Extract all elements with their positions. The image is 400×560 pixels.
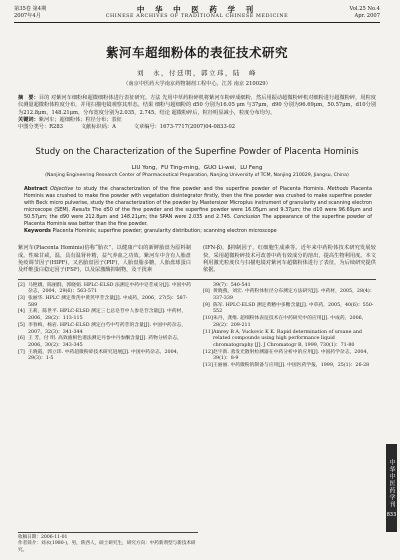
reference-item [18, 336, 191, 349]
reference-text: 王丽丽. 中药微粉的制备与应用[J]. 中国医药学报，1999，25(1)：26-28 [213, 363, 370, 369]
body-column-left: 紫河车(Placenta Hominis)俗称“胎衣”，以健康产妇的新鲜胎盘为原料制成。性味甘咸，温，具有温肾补精，益气养血之功效。紫河车中含有人胎盘免疫调节因子(HIPF)，又名胎盘因子(PIF)，人胎盘脂多糖，人胎盘球蛋白及纤维蛋白稳定因子(FSF)，以及尿激酶抑制物，及干扰素 [18, 245, 191, 274]
objective-label: Objective [50, 186, 74, 193]
keywords-en-label: Keywords [24, 228, 51, 235]
volume-date: Apr. 2007 [354, 13, 380, 19]
side-tab-title: 中华中医药学刊 [388, 458, 395, 508]
reference-item [203, 316, 376, 329]
reference-text: 赵宇新. 蒸发光散射检测器在中药分析中的应用[J]. 中国药学杂志，2004，39(1)：8-9 [213, 349, 372, 362]
article-title-cn: 紫河车超细粉体的表征技术研究 [105, 45, 288, 60]
reference-text: Amrey B A, Vuckovic K K. Rapid determination of ursane and related compounds using high performance liquid chromatography [J]. J Chromatogr B, 1999, 730(1)：71-80 [213, 329, 362, 348]
reference-item [203, 289, 376, 302]
reference-number: [3] [18, 296, 25, 302]
header-rule [14, 22, 380, 23]
references-column-left [18, 283, 191, 370]
affiliation-en: (Nanjing Engineering Research Center of Pharmaceutical Preparation, Nanjing University of TCM, Nanjing 210029, Jiangsu, China) [45, 173, 349, 179]
conclusion-label: Conclusion [233, 214, 261, 221]
reference-text: 张丽华. HPLC 测定黄芪中黄芪甲苷含量[J]. 中成药，2006，27(5)：587-589 [28, 296, 188, 308]
methods-label: Methods [327, 186, 349, 193]
reference-text: 王莉，陈世平. HPLC-ELSD 测定三七总皂苷中人参皂苷含量[J]. 中药材，2006，28(2)：113-115 [28, 309, 187, 322]
reference-text: 王 芳，付 明. 高效液相色谱法测定丹参中丹参酮含量[J]. 药物分析杂志，2006，30(2)：343-345 [28, 336, 182, 348]
references-column-right [203, 283, 376, 370]
affiliation-cn: （南京中医药大学南京药物制剂工程中心，江苏 南京 210029） [123, 81, 271, 87]
reference-text: 39(7)：540-541 [213, 282, 251, 288]
clc-code: R283 [49, 124, 63, 131]
reference-item [203, 350, 376, 363]
reference-number: [13] [203, 363, 213, 369]
article-label: 文章编号： [133, 124, 160, 131]
reference-number: [12] [203, 349, 213, 355]
issue-info: 第35卷 第4期 [14, 6, 47, 12]
reference-number: [7] [18, 349, 25, 355]
author-bio: 作者简介：刘永(1980-)，男，陕西人，硕士研究生，研究方向：中药新剂型与新技术研究。 [18, 541, 196, 553]
abstract-en-label: Abstract [24, 186, 48, 193]
references [18, 279, 376, 370]
abstract-cn-label: 摘 要： [18, 95, 39, 101]
volume-info: Vol.25 No.4 [349, 6, 380, 12]
reference-number: [5] [18, 322, 25, 328]
reference-text: 黄晓燕，刘宏. 中药粉体粒径分布测定方法研究[J]. 中药材，2005，28(4)：337-339 [213, 289, 375, 302]
reference-number: [11] [203, 329, 213, 335]
reference-text: 朱丹，龚维. 超细粉体表征技术在中药研究中的应用[J]. 中成药，2006，28(2)：209-211 [213, 316, 367, 328]
reference-text: 马艳娥，陈丽群，郭晓娟. HPLC-ELSD 法测定中药中皂苷成分[J]. 中国中药杂志，2004，29(6)：563-571 [28, 282, 191, 295]
reference-item [203, 363, 376, 370]
issue-date: 2007年4月 [14, 13, 41, 19]
reference-number: [2] [18, 282, 25, 288]
reference-item [203, 303, 376, 316]
reference-number: [10] [203, 316, 213, 322]
body-column-right: (IFN-β)，β抑制因子，红细胞生成素等。近年来中药粉体技术研究发展较快，采用超微粉碎技术可改善中药有效成分的溶出，提高生物利用度。本文利用激光粒度仪与扫描电镜对紫河车超微粉体进行了表征，为后续研究提供依据。 [203, 245, 376, 274]
reference-item [203, 330, 376, 350]
keywords-cn-label: 关键词： [18, 116, 39, 123]
running-header [14, 6, 380, 20]
received-date: 收稿日期：2006-11-01 [18, 535, 68, 541]
clc-label: 中图分类号： [18, 124, 50, 131]
side-tab [386, 444, 397, 532]
reference-item [18, 350, 191, 363]
abstract-en [24, 186, 372, 235]
authors-cn: 刘 永，付廷明，郭立玮，陆 峰 [137, 69, 257, 77]
keywords-cn: 紫河车；超细粉体；粒径分布；表征 [38, 116, 122, 123]
reference-item [18, 323, 191, 336]
abstract-cn-text: 目的 对紫河车细粉和超微细粉体进行表征研究。方法 先用中草药粉碎机将紫河车粉碎成细粉，然后用振动超微粉碎机对细粉进行超微粉碎，用粒度仪测量超微粉体粒度分布，并用扫描电镜观察其形态。结果 细粉与超细粉的 d50 分别为16.05 μm 与37μm，d90 分别为96.69μm，50.57μm，d10分别为212.8μm，148.21μm，分布宽度分别为2.035，2.745。结论 超微粉碎后，粒径明显减小，粒度分布均匀。 [18, 95, 376, 116]
journal-title-en: CHINESE ARCHIVES OF TRADITIONAL CHINESE MEDICINE [105, 14, 289, 19]
reference-text: 陈军. HPLC-ELSD 测定黄精中多糖含量[J]. 中草药，2005，40(6)：550-552 [213, 302, 374, 315]
article-number: 1673-7717(2007)04-0833-02 [159, 124, 236, 131]
keywords-en: Placenta Hominis; superfine powder; granularity distribution; scanning electron microscope [52, 228, 277, 235]
reference-number: [6] [18, 336, 25, 342]
journal-title-cn: 中 华 中 医 药 学 刊 [136, 5, 258, 14]
reference-item [18, 309, 191, 322]
conclusion-text: The appearance of the superfine powder of Placenta Hominis was better than the fine powder. [24, 214, 372, 228]
reference-number: [4] [18, 309, 25, 315]
body-text [18, 245, 376, 274]
reference-item [18, 296, 191, 309]
doc-label: 文献标识码： [80, 124, 113, 131]
results-text: The d50 of the fine powder and the superfine powder were 16.05μm and 9.37μm; the d10 were 96.69μm and 50.57μm; the d90 were 212.8μm and 148.21μm; the SPAN were 2.035 and 2.745. [24, 207, 372, 221]
page-number: 833 [386, 511, 397, 518]
reference-item [18, 283, 191, 296]
reference-number: [9] [203, 302, 210, 308]
reference-text: 李春梅，杨岩. HPLC-ELSD 测定白芍中芍药苷的含量[J]. 中国中药杂志，2007，32(3)：341-344 [28, 322, 187, 335]
authors-en: LIU Yong，FU Ting-ming，GUO Li-wei，LU Feng [131, 165, 263, 172]
article-title-en: Study on the Characterization of the Superfine Powder of Placenta Hominis [35, 147, 359, 158]
objective-text: to study the characterization of the fine powder and the superfine powder of Placenta Hominis. [75, 186, 325, 193]
results-label: Results [72, 207, 91, 214]
classification-line [18, 124, 376, 131]
methods-text: Placenta Hominis was crushed to make fine powder with vegetation disintegrator firstly, then the fine powder was crushed to make superfine powder with Beck micro pulverise, study the characterization of the powder by Mastersizer Microplus instrument of granularity and scanning electron microscope (SEM). [24, 186, 372, 214]
abstract-cn [18, 95, 376, 117]
reference-number: [8] [203, 289, 210, 295]
reference-text: 王晓霞，郭立玮. 中药超微粉碎技术研究进展[J]. 中国中药杂志，2004，29(3)：1-5 [28, 349, 182, 362]
doc-code: A [112, 124, 116, 131]
footnote [18, 532, 198, 554]
